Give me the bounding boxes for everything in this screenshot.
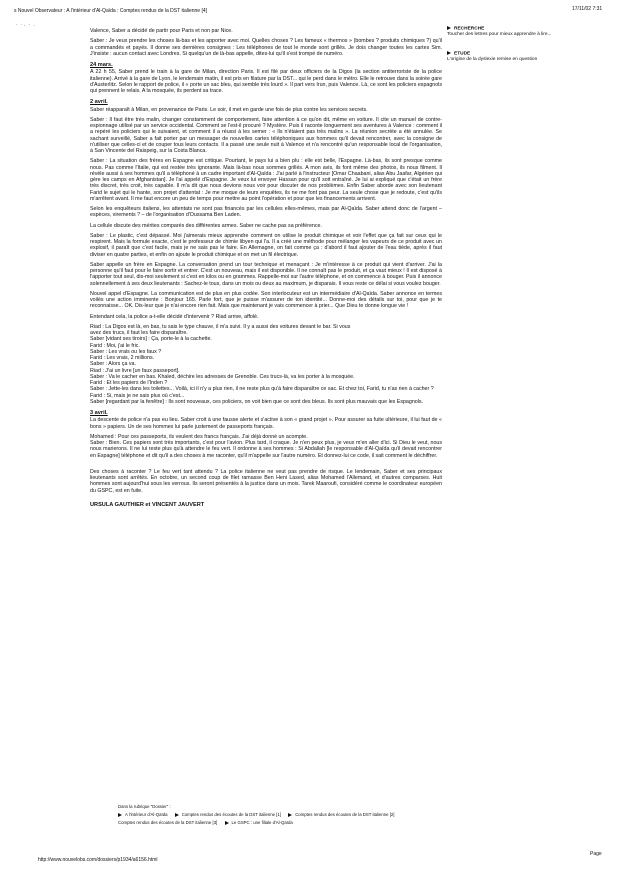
page-header-title: s Nouvel Observateur : A l'intérieur d'Al-Qaïda : Comptes rendus de la DST italienne [4] [14,8,208,14]
section-paragraph: Entendant cela, la police a-t-elle décidé d'intervenir ? Riad arrive, affolé. [90,313,259,320]
article-body [90,28,442,508]
scan-marks: · ·. · . [16,22,36,28]
dialogue-line: Farid : Si, mais je ne sais plus où c'est... [90,392,185,399]
dossier-link[interactable]: A l'intérieur d'Al-Qaïda [118,812,167,817]
article-intro-paragraph: Saber : Je veux prendre les choses là-bas et les apporter avec moi. Quelles choses ? Les fameux « thermos » (bombes ? produits chimiques ?) qu'il a commandés et payés. Il donne ses dernières consignes : Les téléphones de tout le monde sont grillés. Je dois changer toutes les cartes Sim. J'insiste : aucun contact avec Londres. Si quelqu'un de là-bas appelle, dites-lui qu'il s'est trompé de numéro. [90,38,442,57]
arrow-right-icon [225,821,229,825]
article-intro-line: Valence, Saber a décidé de partir pour Paris et non par Nice. [90,28,233,34]
dialogue-line: Saber : Jette-les dans les toilettes... Voilà, ici il n'y a plus rien, il ne reste plus qu'à faire disparaître ce sac. Et chez toi, Farid, tu n'as rien à cacher ? [90,386,434,393]
section-paragraph: Saber : Bien. Ces papiers sont très importants, c'est pour l'avion. Plus tard, il craque. Je n'en peux plus, je veux m'en aller d'ici. Si Dieu le veut, nous nous marierons. Il ne lui reste plus qu'à attendre le feu vert. Il ordonne à ses hommes : Si Abdallah [le responsable d'Al-Qaïda qu'il devait rencontrer en Espagne] téléphone et dit qu'il a des choses à me raconter, qu'il m'appelle sur l'autre numéro. Et donnez-lui ce code, il sait comment le déchiffrer. [90,440,442,459]
section-date: 3 avril. [90,410,108,416]
dossier-link[interactable]: Le GSPC : une filiale d'Al-Qaïda [225,820,293,825]
dialogue-line: Riad : La Digos est là, en bas, tu sais le type chauve, il m'a suivi. Il y a aussi des voitures devant le bar. Si vous [90,323,351,330]
dossier-link[interactable]: Comptes rendus des écoutes de la DST italienne [1] [175,812,281,817]
dossier-heading: Dans la rubrique "Dossier" : [118,804,171,809]
footer-page-label: Page [590,851,602,857]
section-paragraph: Saber appelle un frère en Espagne. La conversation prend un tour technique et menaçant : Je m'intéresse à ce produit qui vient d'arriver. J'ai la personne qu'il faut pour le faire sortir et entrer. C'est un nouveau, mais il est disponible. Il ne connaît pas le produit, et ça vaut mieux ! Il est disposé à l'apporter tout seul, dis-moi seulement si c'est en kilos ou en grammes. Rappelle-moi sur l'autre téléphone, et on commence à bouger. Puis il annonce solennellement à ses deux lieutenants : Sachez-le tous, dans un mois ou deux au maximum, je disparais. Il vous reste ce délai si vous voulez bouger. [90,261,442,287]
sidebar-link-title[interactable]: ETUDE [454,51,471,57]
dossier-link[interactable]: Comptes rendus des écoutes de la DST italienne [3] [118,820,218,825]
dialogue-line: Saber : Va le cacher en bas. Khaled, déchire les adresses de Grenoble. Ces trucs-là, va les porter à la mosquée. [90,373,355,380]
closing-paragraph: Des choses à raconter ? Le feu vert tant attendu ? La police italienne ne veut pas prendre de risque. Le lendemain, Saber et ses principaux lieutenants sont arrêtés. En octobre, un second coup de filet ramasse Ben Heni Lased, alias Mohamed l'Allemand, et d'autres comparses. Huit hommes sont aujourd'hui sous les verrous. Ils seront présentés à la justice dans un mois. Tarek Maaroufi, considéré comme le coordinateur européen du GSPC, est en fuite. [90,468,442,494]
dialogue-line: Saber : Alors ça va. [90,361,136,368]
section-paragraph: A 22 h 55, Saber prend le train à la gare de Milan, direction Paris. Il est filé par deux officiers de la Digos (la section antiterroriste de la police italienne). Arrivé à la gare de Lyon, le lendemain matin, il est pris en filature par la DST... qui le perd dans le métro. Elle le retrouve dans la soirée gare d'Austerlitz. Selon le rapport de police, il « porte un sac bleu, qui semble très lourd ». Il part vers Irun, puis Valence. Là, ce sont les policiers espagnols qui prennent le relais. A la mosquée, ils perdent sa trace. [90,69,442,94]
dialogue-line: Saber [vidant ses tiroirs] : Ça, porte-le à la cachette. [90,336,212,343]
sidebar-link-desc[interactable]: L'origine de la dyslexie remise en question [447,56,538,62]
section-date: 24 mars. [90,62,113,68]
section-paragraph: Mohamed : Pour ces passeports, ils veulent des francs français. J'ai déjà donné un acompte. [90,433,308,440]
dialogue-line: Farid : Moi, j'ai le fric. [90,342,140,349]
section-paragraph: La descente de police n'a pas eu lieu. Saber croit à une fausse alerte et s'active à son « grand projet ». Pour assurer sa fuite ultérieure, il lui faut de « bons » papiers. Un de ses hommes lui parle justement de passeports français. [90,417,442,430]
dialogue-line: Riad : J'ai un livre [un faux passeport]. [90,367,180,374]
section-paragraph: Selon les enquêteurs italiens, les attentats ne sont pas financés par les cellules elles-mêmes, mais par Al-Qaïda. Saber attend donc de l'argent – espèces, virements ? – de l'organisation d'Oussama Ben Laden. [90,206,442,219]
sidebar-link-title[interactable]: RECHERCHE [454,26,485,32]
dialogue-line: Farid : Et les papiers de l'Inden ? [90,380,168,386]
section-paragraph: La cellule discute des mérites comparés des différentes armes. Saber ne cache pas sa préférence. [90,222,322,229]
related-dossier [118,803,478,827]
section-paragraph: Saber : La situation des frères en Espagne est critique. Pourtant, le pays lui a bien plu : elle est belle, l'Espagne. Là-bas, ils sont presque comme nous. Pas comme l'Italie, qui est restée très ignorante. Mais là-bas nous sommes grillés. A mon avis, ils font même des photos, ils nous filment. Il révèle aussi à ses hommes qu'il a téléphoné à un cadre important d'Al-Qaïda : J'ai parlé à l'instructeur [Omar Chaabani, alias Abu Jaafar, Algérien qui gère les camps en Afghanistan]. Je l'ai appelé d'Espagne. Je veux lui envoyer Hassan pour qu'il soit entraîné. Je lui ai expliqué que c'était un frère très discret, très croit, très capable. Il m'a dit que nous devions nous voir pour discuter de nos problèmes. Enfin Saber aborde avec son lieutenant Farid le sujet qui le hante, son projet d'attentat : Je me moque de leurs enquêtes, ils ne me font pas peur. La seule chose que je redoute, c'est qu'ils m'arrêtent avant. Il me faut encore un peu de temps pour mettre au point l'opération et pour que les financements arrivent. [90,158,442,202]
article-authors: URSULA GAUTHIER et VINCENT JAUVERT [90,501,205,508]
arrow-right-icon [447,51,451,55]
section-paragraph: Nouvel appel d'Espagne. La communication est de plus en plus codée. Son interlocuteur est un intermédiaire d'Al-Qaïda. Saber annonce en termes voilés une action imminente : Bonjour 165. Parle fort, que je puisse m'assurer de ton identité... Donne-moi des détails sur toi, pour que je te reconnaisse... OK. Dis-leur que je n'ai encore rien fait. Mais que maintenant je vais commencer à prier... Que Dieu te donne longue vie ! [90,290,442,310]
arrow-right-icon [288,813,292,817]
sidebar-link-etude[interactable] [447,51,567,62]
dialogue-line: Saber [regardant par la fenêtre] : Ils sont nouveaux, ces policiers, on voit bien que ce sont des bleus. Ils sont plus mauvais que les Espagnols. [90,398,424,405]
sidebar-link-recherche[interactable] [447,26,567,37]
section-paragraph: Saber réapparaît à Milan, en provenance de Paris. Le soir, il met en garde une fois de plus contre les services secrets. [90,106,368,113]
arrow-right-icon [447,26,451,30]
footer-url: http://www.nouvelobs.com/dossiers/p1934/a6156.html [38,857,158,863]
section-paragraph: Saber : Il faut être très malin, changer constamment de comportement, faire attention à ce qu'on dit, même en voiture. Il cite un manuel de contre-espionnage utilisé par un service occidental. Comment se l'est-il procuré ? Mystère. Puis il raconte longuement ses aventures à Valence : comment il a repéré les policiers qui le suivaient, et comment il a réussi à les semer : « Ils n'étaient pas très malins ». La réunion secrète a été annulée. Se sachant surveillé, Saber a fait porter par un messager de nouvelles cartes téléphoniques aux hommes qu'il devait rencontrer, avec la consigne de n'utiliser que celles-ci et de couper tous leurs contacts. Il a passé une seule nuit à Valence et n'a rencontré qu'un responsable local de l'organisation, à San Vincente del Raispeig, sur la Costa Blanca. [90,116,442,154]
dialogue-line: Saber : Les vrais ou les faux ? [90,348,162,355]
dossier-link[interactable]: Comptes rendus des écoutes de la DST italienne [2] [288,812,394,817]
arrow-right-icon [118,813,122,817]
section-date: 2 avril. [90,99,108,106]
dialogue-line: Farid : Les vrais, 2 millions. [90,355,155,361]
dialogue-line: avez des trucs, il faut les faire disparaître. [90,330,188,336]
print-timestamp: 17/11/02 7:31 [572,6,603,12]
sidebar-link-desc[interactable]: Toucher des lettres pour mieux apprendre à lire... [447,31,552,37]
dialogue-block [90,324,442,405]
arrow-right-icon [175,813,179,817]
section-paragraph: Saber : Le plastic, c'est dépassé. Moi j'aimerais mieux apprendre comment on utilise le produit chimique et voir l'effet que ça fait sur ceux qui le respirent. Mais la formule exacte, c'est le professeur de chimie libyen qui l'a. Il a créé une méthode pour mélanger les vapeurs de ce produit avec un explosif, il paraît que c'est facile, mais je ne sais pas le faire. En Allemagne, on fait comme ça : d'abord il faut ajouter de l'eau tiède, après il faut diviser en quatre parties, et enfin on ajoute le produit chimique et on met un fil électrique. [90,232,442,258]
